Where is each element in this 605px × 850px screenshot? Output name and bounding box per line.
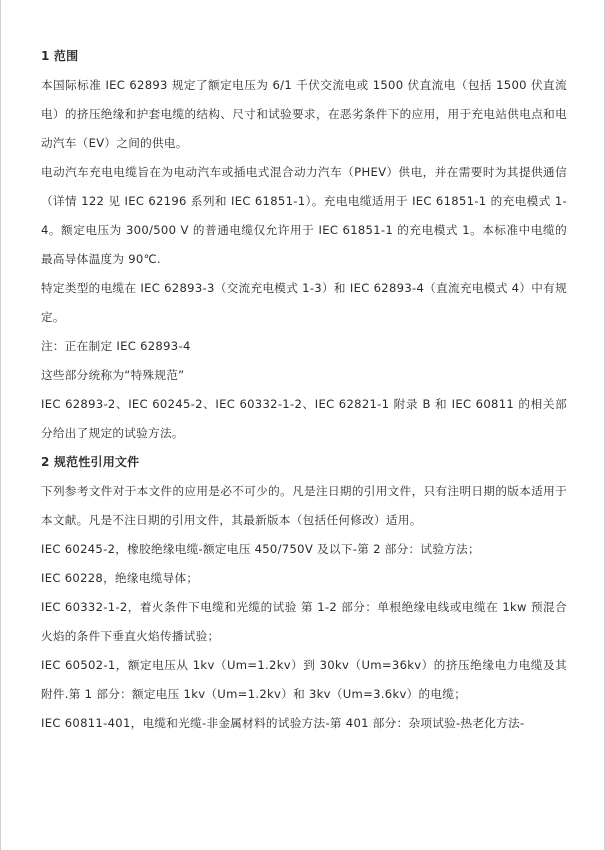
section-heading-scope: 1 范围 [41, 49, 79, 63]
scope-paragraph-charging-cable: 电动汽车充电电缆旨在为电动汽车或插电式混合动力汽车（PHEV）供电，并在需要时为其提供通信（详情 122 见 IEC 62196 系列和 IEC 61851-1）。充电电缆适用于 IEC 61851-1 的充电模式 1-4。额定电压为 300/500 V 的普通电缆仅允许用于 IEC 61851-1 的充电模式 1。本标准中电缆的最高导体温度为 90℃. [41, 165, 567, 266]
section-heading-normative-references: 2 规范性引用文件 [41, 455, 140, 469]
reference-item-iec-60228: IEC 60228，绝缘电缆导体； [41, 571, 199, 585]
reference-item-iec-60502-1: IEC 60502-1，额定电压从 1kv（Um=1.2kv）到 30kv（Um=36kv）的挤压绝缘电力电缆及其附件.第 1 部分：额定电压 1kv（Um=1.2kv）和 3kv（Um=3.6kv）的电缆； [41, 658, 567, 701]
references-intro-paragraph: 下列参考文件对于本文件的应用是必不可少的。凡是注日期的引用文件，只有注明日期的版本适用于本文献。凡是不注日期的引用文件，其最新版本（包括任何修改）适用。 [41, 484, 567, 527]
scope-paragraph-test-methods: IEC 62893-2、IEC 60245-2、IEC 60332-1-2、IEC 62821-1 附录 B 和 IEC 60811 的相关部分给出了规定的试验方法。 [41, 397, 567, 440]
scope-paragraph-specific-types: 特定类型的电缆在 IEC 62893-3（交流充电模式 1-3）和 IEC 62893-4（直流充电模式 4）中有规定。 [41, 281, 567, 324]
reference-item-iec-60245-2: IEC 60245-2，橡胶绝缘电缆-额定电压 450/750V 及以下-第 2 部分：试验方法； [41, 542, 480, 556]
reference-item-iec-60811-401: IEC 60811-401，电缆和光缆-非金属材料的试验方法-第 401 部分：杂项试验-热老化方法- [41, 716, 525, 730]
scope-paragraph-standard: 本国际标准 IEC 62893 规定了额定电压为 6/1 千伏交流电或 1500 伏直流电（包括 1500 伏直流电）的挤压绝缘和护套电缆的结构、尺寸和试验要求，在恶劣条件下的应用，用于充电站供电点和电动汽车（EV）之间的供电。 [41, 78, 567, 150]
reference-item-iec-60332-1-2: IEC 60332-1-2，着火条件下电缆和光缆的试验 第 1-2 部分：单根绝缘电线或电缆在 1kw 预混合火焰的条件下垂直火焰传播试验； [41, 600, 567, 643]
scope-note: 注：正在制定 IEC 62893-4 [41, 339, 191, 353]
document-content [41, 42, 567, 738]
scope-paragraph-special-specs: 这些部分统称为“特殊规范” [41, 368, 185, 382]
